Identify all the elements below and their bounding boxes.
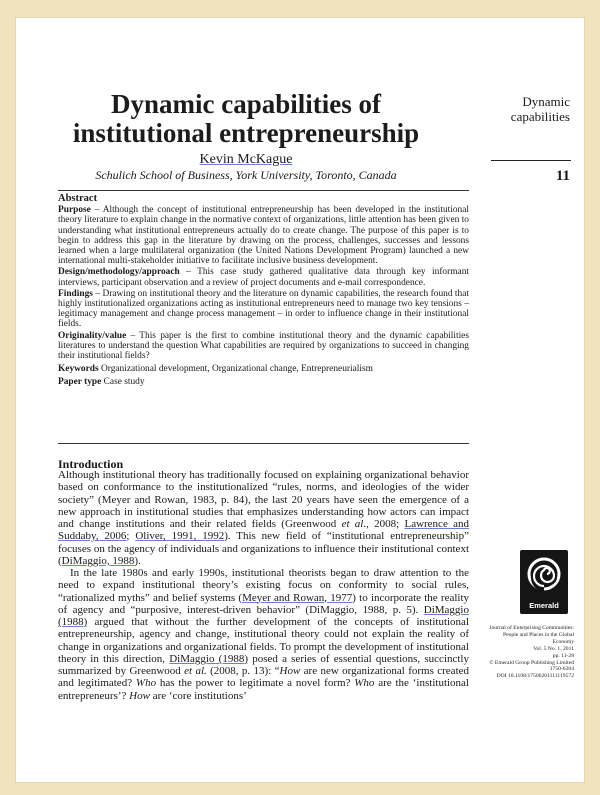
p1-et-al: et al.	[341, 518, 367, 530]
findings-text: – Drawing on institutional theory and the literature on dynamic capabilities, the research found that highly institutionalized organizations acting as institutional entrepreneurs need to manage two key tensions – legitimacy management and change process management – in order to influence change in their institutional fields.	[58, 288, 469, 330]
abstract-originality	[58, 331, 469, 362]
side-divider	[491, 160, 571, 161]
p1-text-a: Although institutional theory has traditionally focused on explaining organizational behavior based on conformance to the institutionalized “rules, norms, and ideologies of the wider society” (Meyer and Rowan, 1983, p. 84), the last 20 years have seen the emergence of a new approach in institutional studies that emphasizes understanding how actors can impact and change institutions and their related fields (Greenwood	[58, 469, 469, 530]
abstract-keywords	[58, 364, 469, 374]
emerald-spiral-icon	[526, 556, 562, 596]
paper-type-text: Case study	[101, 377, 145, 388]
abstract-findings	[58, 289, 469, 330]
p1-text-d: ). This new field of “institutional entrepreneurship” focuses on the agency of individuals and organizations to influence their institutional context (	[58, 530, 469, 567]
p2-text-a: In the late 1980s and early 1990s, institutional theorists began to draw attention to the need to expand institutional theory’s existing focus on conformity to social rules, “rationalized myths” and belief systems (	[58, 567, 469, 604]
author-link[interactable]: Kevin McKague	[199, 152, 293, 167]
citation-link[interactable]: Meyer and Rowan, 1977	[242, 591, 353, 604]
article-page	[16, 18, 584, 782]
page-number: 11	[555, 168, 570, 184]
abstract-heading: Abstract	[58, 193, 98, 204]
article-title: Dynamic capabilities of institutional entrepreneurship	[72, 89, 420, 148]
journal-line: DOI 10.1108/17506201111119572	[496, 673, 574, 680]
originality-text: – This paper is the first to combine institutional theory and the dynamic capabilities literatures to understand the question What capabilities are required by organizations to succeed in changing their institutional fields?	[58, 330, 469, 362]
p2-question-word: How	[279, 665, 301, 677]
p2-text-i: are ‘core institutions’	[149, 689, 247, 702]
p2-text-d: posed a series of essential questions, succinctly summarized by Greenwood	[58, 652, 469, 677]
intro-paragraph-1	[58, 469, 469, 567]
emerald-logo	[520, 550, 568, 614]
design-text: – This case study gathered qualitative data through key informant interviews, participant observation and a review of project documents and e-mail correspondence.	[58, 267, 469, 288]
abstract-paper-type	[58, 377, 469, 387]
p2-text-f: are new organizational forms created and legitimated?	[58, 665, 470, 690]
journal-line: Economy	[552, 638, 574, 645]
journal-line: pp. 11-28	[552, 652, 574, 659]
abstract-design	[58, 267, 469, 287]
citation-link[interactable]: Lawrence and Suddaby, 2006	[58, 518, 469, 543]
keywords-label: Keywords	[58, 364, 99, 375]
introduction-body	[58, 469, 469, 702]
p2-text-b: ) to incorporate the reality of agency and “purposive, interest-driven behavior” (DiMaggio, 1988, p. 5).	[58, 591, 470, 616]
citation-link[interactable]: DiMaggio, 1988	[61, 554, 135, 567]
p2-text-g: has the power to legitimate a novel form?	[156, 677, 355, 690]
author-name	[56, 152, 436, 168]
author-affiliation: Schulich School of Business, York University, Toronto, Canada	[95, 168, 397, 182]
journal-line: Journal of Enterprising Communities:	[489, 625, 574, 631]
abstract-purpose	[58, 205, 469, 266]
intro-paragraph-2	[58, 567, 469, 702]
p2-question-word: How	[129, 689, 150, 702]
p2-question-word: Who	[354, 677, 375, 690]
p2-text-c: argued that without the further development of the concepts of institutional entrepreneurship, agency and change, institutional theory could not explain the reality of change in organizations and organizational fields. To prompt the development of institutional theory in this direction,	[58, 616, 469, 665]
journal-citation	[474, 625, 574, 680]
abstract-top-rule	[58, 190, 469, 191]
p2-text-h: are the ‘institutional entrepreneurs’?	[58, 677, 469, 702]
originality-label: Originality/value	[58, 330, 127, 341]
p2-et-al: et al.	[184, 665, 207, 677]
running-title: Dynamic capabilities	[510, 94, 570, 124]
p1-text-c: ;	[126, 530, 136, 543]
logo-wordmark: Emerald	[529, 601, 559, 610]
p1-text-e: ).	[134, 554, 141, 567]
keywords-text: Organizational development, Organizational change, Entrepreneurialism	[98, 364, 373, 375]
journal-line: © Emerald Group Publishing Limited	[489, 659, 574, 666]
abstract-section	[58, 194, 469, 389]
journal-line: People and Places in the Global	[503, 631, 574, 638]
citation-link[interactable]: DiMaggio (1988)	[169, 652, 248, 665]
journal-line: Vol. 5 No. 1, 2011	[533, 645, 574, 652]
p2-text-e: (2008, p. 13): “	[206, 665, 280, 677]
purpose-label: Purpose	[58, 205, 91, 216]
introduction-heading: Introduction	[58, 457, 124, 471]
citation-link[interactable]: DiMaggio (1988)	[58, 603, 469, 628]
p2-question-word: Who	[135, 677, 157, 690]
findings-label: Findings	[58, 288, 93, 299]
citation-link[interactable]: Oliver, 1991, 1992	[135, 530, 225, 543]
design-label: Design/methodology/approach	[58, 267, 180, 278]
abstract-bottom-rule	[58, 443, 469, 444]
journal-line: 1750-6204	[549, 666, 574, 673]
purpose-text: – Although the concept of institutional entrepreneurship has been developed in the institutional theory literature to explain change in the normative context of organizations, little attention has been given to understanding what institutional entrepreneurs actually do to create change. The purpose of this paper is to begin to address this gap in the literature by drawing on the process, challenges, successes and lessons learned when a large multilateral organization (the United Nations Development Program) launched a new international multi-stakeholder initiative to facilitate inclusive business development.	[58, 205, 469, 267]
p1-text-b: , 2008;	[366, 518, 405, 530]
paper-type-label: Paper type	[58, 377, 102, 388]
